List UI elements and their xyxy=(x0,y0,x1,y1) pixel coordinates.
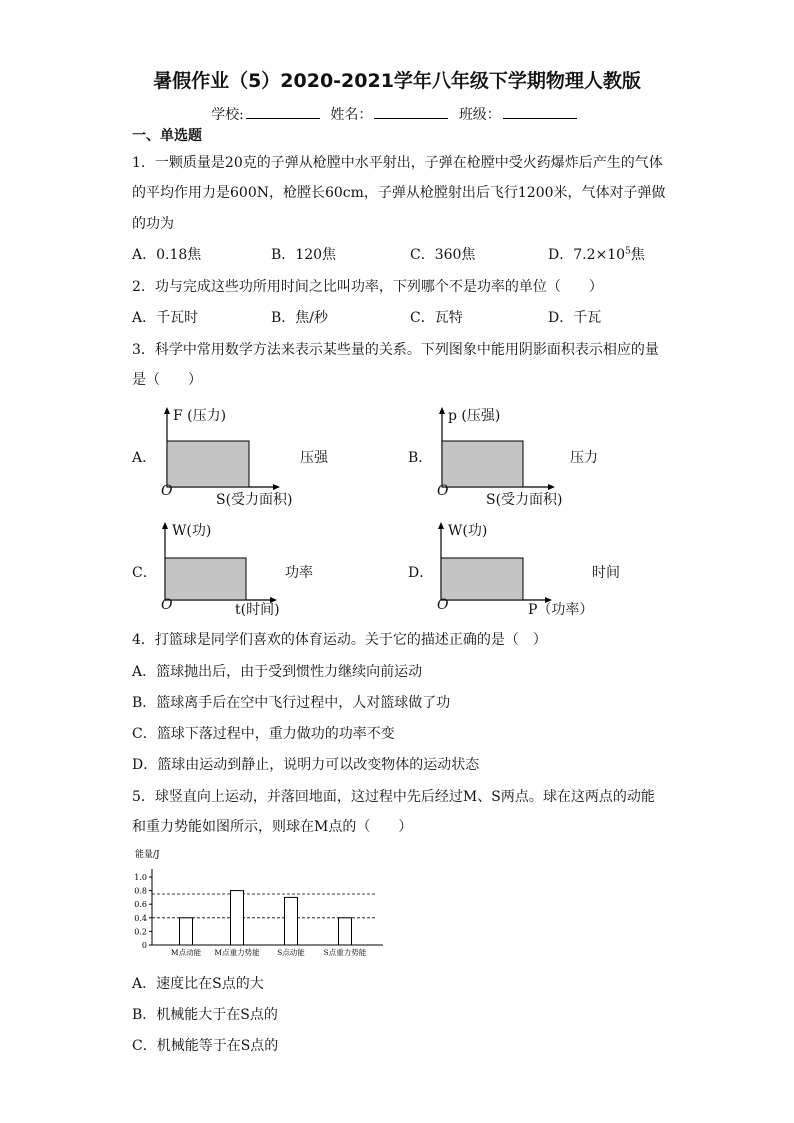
q1-option-a[interactable]: A．0.18焦 xyxy=(132,247,202,263)
q3-c-origin: O xyxy=(161,597,173,613)
q3-d-ylabel: W(功) xyxy=(448,523,488,539)
class-blank[interactable] xyxy=(503,106,577,119)
q3-c-quantity: 功率 xyxy=(285,565,313,581)
q3-d-xlabel: P（功率） xyxy=(528,602,594,618)
q1-option-c[interactable]: C．360焦 xyxy=(410,247,476,263)
q2-text: 2．功与完成这些功所用时间之比叫功率，下列哪个不是功率的单位（ ） xyxy=(132,279,603,295)
q4-text: 4．打篮球是同学们喜欢的体育运动。关于它的描述正确的是（ ） xyxy=(132,632,547,648)
x-category-label: S点重力势能 xyxy=(323,948,367,957)
y-tick-label: 0.2 xyxy=(134,927,147,937)
q3-a-origin: O xyxy=(161,483,173,499)
q3-c-ylabel: W(功) xyxy=(172,523,212,539)
q4-option-b[interactable]: B．篮球离手后在空中飞行过程中，人对篮球做了功 xyxy=(132,695,451,711)
q5-option-c[interactable]: C．机械能等于在S点的 xyxy=(132,1038,279,1054)
q5-energy-chart xyxy=(125,843,395,963)
bar xyxy=(339,918,352,945)
q3-a-ylabel: F (压力) xyxy=(173,408,227,424)
q3-a-quantity: 压强 xyxy=(300,450,328,466)
student-info-row xyxy=(0,104,794,124)
q3-d-origin: O xyxy=(437,597,449,613)
q1-option-d[interactable] xyxy=(548,244,645,264)
shaded-area xyxy=(165,558,246,600)
section-title: 一、单选题 xyxy=(132,128,202,144)
page-title: 暑假作业（5）2020-2021学年八年级下学期物理人教版 xyxy=(153,70,641,92)
q5-option-a[interactable]: A．速度比在S点的大 xyxy=(132,976,264,992)
y-tick-label: 1.0 xyxy=(134,873,147,882)
shaded-area xyxy=(442,441,523,487)
q2-option-c[interactable]: C．瓦特 xyxy=(410,310,463,326)
q3-a-xlabel: S(受力面积) xyxy=(216,492,293,508)
q1-option-d-suffix: 焦 xyxy=(630,247,645,263)
q3-c-xlabel: t(时间) xyxy=(235,602,280,618)
chart-ylabel: 能量/J xyxy=(135,850,160,860)
q5-option-b[interactable]: B．机械能大于在S点的 xyxy=(132,1007,278,1023)
y-tick-label: 0.4 xyxy=(134,913,147,923)
q4-option-a[interactable]: A．篮球抛出后，由于受到惯性力继续向前运动 xyxy=(132,664,423,680)
x-category-label: M点重力势能 xyxy=(214,948,260,957)
q1-text-line1: 1．一颗质量是20克的子弹从枪膛中水平射出，子弹在枪膛中受火药爆炸后产生的气体 xyxy=(132,155,663,171)
class-label: 班级： xyxy=(458,107,501,123)
bar xyxy=(285,897,298,945)
q3-option-a-letter: A． xyxy=(132,450,157,466)
q1-option-d-prefix: D．7.2×10 xyxy=(548,247,626,263)
q3-b-origin: O xyxy=(437,483,449,499)
q5-text-line2: 和重力势能如图所示，则球在M点的（ ） xyxy=(132,819,413,835)
x-category-label: S点动能 xyxy=(277,948,305,957)
q5-text-line1: 5．球竖直向上运动，并落回地面，这过程中先后经过M、S两点。球在这两点的动能 xyxy=(132,789,655,805)
q3-b-quantity: 压力 xyxy=(570,450,598,466)
q3-option-b-letter: B． xyxy=(408,450,433,466)
bar xyxy=(180,918,193,945)
q1-text-line2: 的平均作用力是600N，枪膛长60cm，子弹从枪膛射出后飞行1200米，气体对子弹做 xyxy=(132,185,666,201)
y-tick-label: 0.8 xyxy=(134,886,147,896)
q3-text-line1: 3．科学中常用数学方法来表示某些量的关系。下列图象中能用阴影面积表示相应的量 xyxy=(132,342,659,358)
name-label: 姓名： xyxy=(330,107,373,123)
q3-option-d-letter: D． xyxy=(408,565,434,581)
y-tick-label: 0 xyxy=(141,941,147,950)
q2-option-a[interactable]: A．千瓦时 xyxy=(132,310,199,326)
name-blank[interactable] xyxy=(374,106,448,119)
q2-option-b[interactable]: B．焦/秒 xyxy=(271,310,329,326)
q3-d-quantity: 时间 xyxy=(592,565,620,581)
shaded-area xyxy=(167,441,249,487)
shaded-area xyxy=(441,558,523,600)
q3-b-xlabel: S(受力面积) xyxy=(486,492,563,508)
q3-b-ylabel: p (压强) xyxy=(448,408,501,424)
school-blank[interactable] xyxy=(246,106,320,119)
x-category-label: M点动能 xyxy=(170,948,202,957)
q3-text-line2: 是（ ） xyxy=(132,372,202,388)
q1-text-line3: 的功为 xyxy=(132,216,174,232)
q1-option-b[interactable]: B．120焦 xyxy=(271,247,337,263)
q4-option-c[interactable]: C．篮球下落过程中，重力做功的功率不变 xyxy=(132,726,395,742)
q1-option-d-exp: 5 xyxy=(625,246,631,257)
y-tick-label: 0.6 xyxy=(134,900,147,910)
bar xyxy=(231,891,244,945)
school-label: 学校: xyxy=(211,107,244,123)
q4-option-d[interactable]: D．篮球由运动到静止，说明力可以改变物体的运动状态 xyxy=(132,757,480,773)
q3-option-c-letter: C． xyxy=(132,565,157,581)
q2-option-d[interactable]: D．千瓦 xyxy=(548,310,602,326)
